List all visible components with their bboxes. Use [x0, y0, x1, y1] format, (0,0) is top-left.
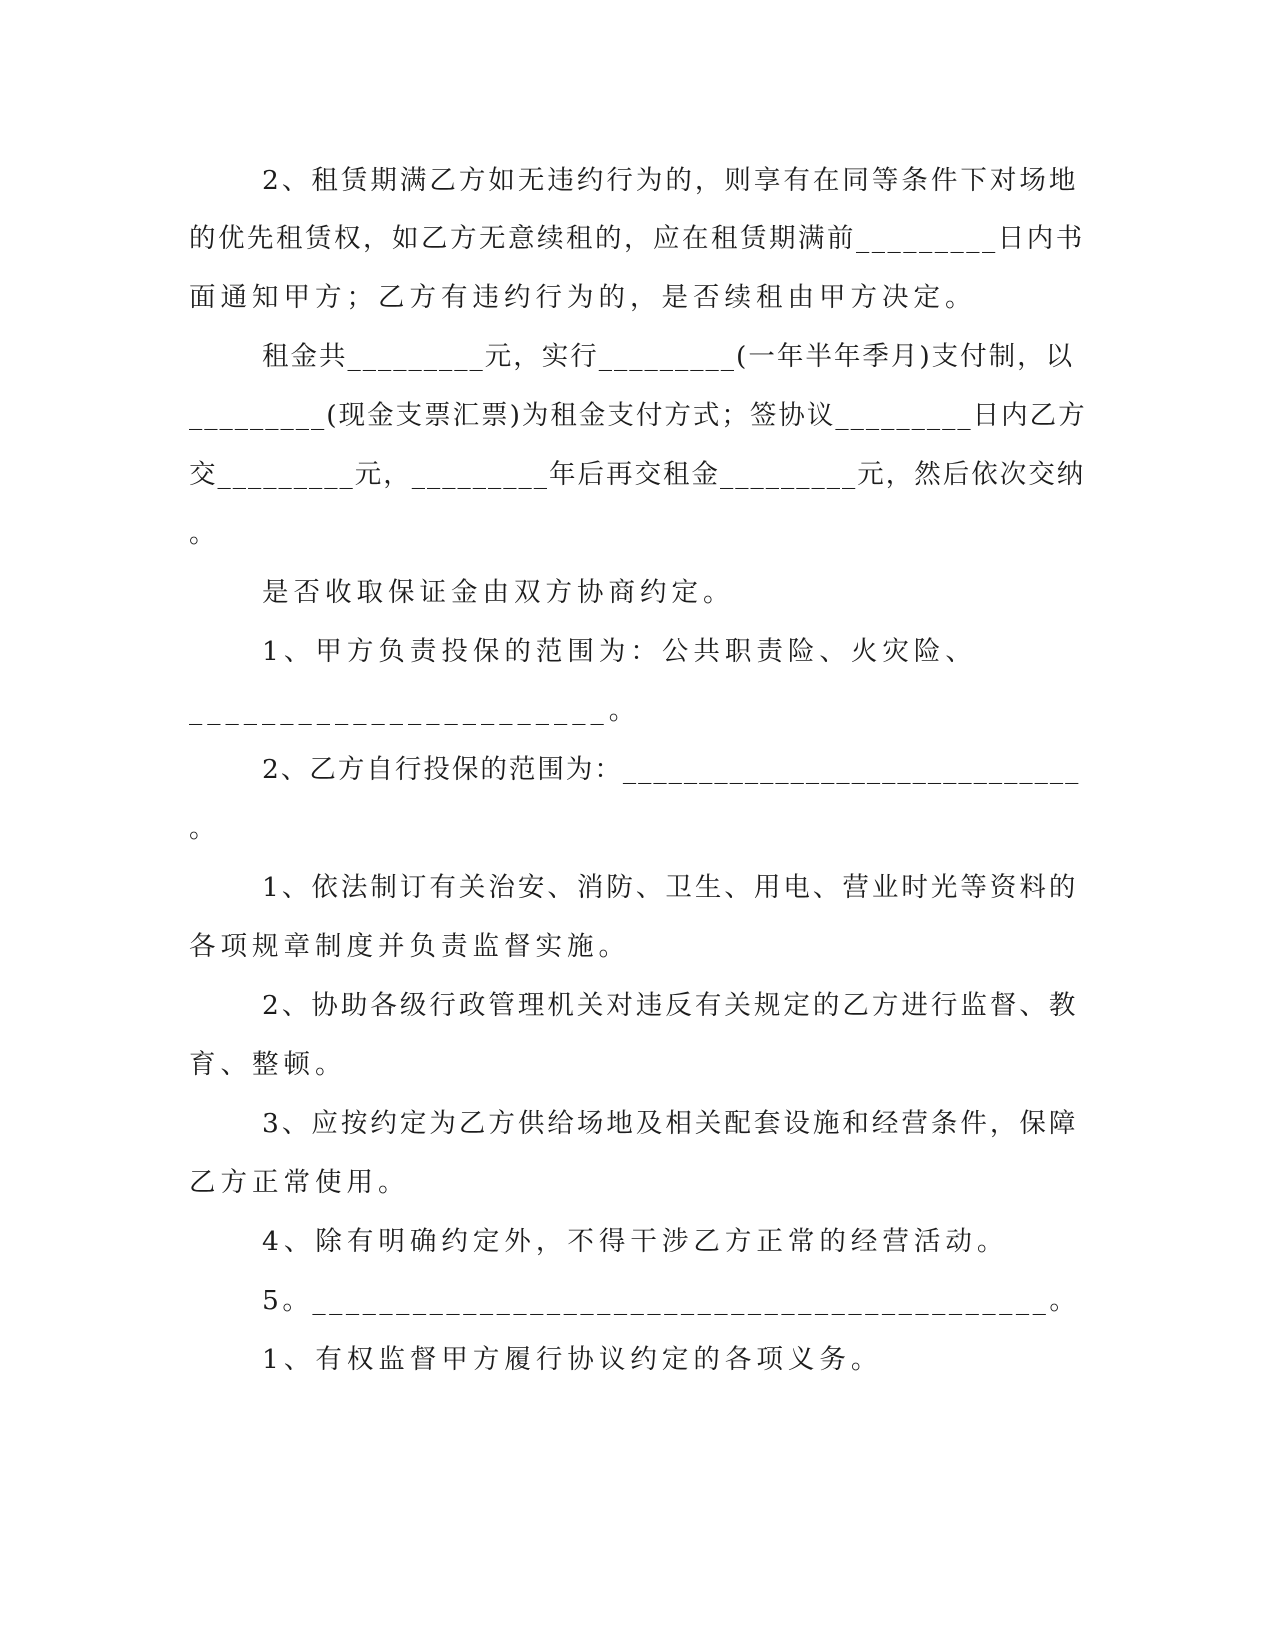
text-line: 5。____________________________________________。: [262, 1285, 1080, 1316]
text-line: 的优先租赁权，如乙方无意续租的，应在租赁期满前_________日内书: [189, 223, 1085, 254]
text-line: 2、租赁期满乙方如无违约行为的，则享有在同等条件下对场地: [262, 165, 1079, 196]
text-line: 乙方正常使用。: [189, 1167, 410, 1198]
text-line: 1、依法制订有关治安、消防、卫生、用电、营业时光等资料的: [262, 872, 1079, 903]
text-line: 1、甲方负责投保的范围为：公共职责险、火灾险、: [262, 636, 977, 667]
text-line: 育、整顿。: [189, 1049, 347, 1080]
text-line: _______________________。: [189, 695, 641, 726]
text-line: 交_________元，_________年后再交租金_________元，然后依次交纳: [189, 459, 1086, 490]
text-line: 是否收取保证金由双方协商约定。: [262, 577, 735, 608]
text-line: 2、协助各级行政管理机关对违反有关规定的乙方进行监督、教: [262, 990, 1079, 1021]
text-line: 4、除有明确约定外，不得干涉乙方正常的经营活动。: [262, 1226, 1009, 1257]
text-line: 面通知甲方；乙方有违约行为的，是否续租由甲方决定。: [189, 282, 977, 313]
text-line: 。: [189, 518, 221, 549]
text-line: _________(现金支票汇票)为租金支付方式；签协议_________日内乙方: [189, 400, 1087, 431]
text-line: 租金共_________元，实行_________(一年半年季月)支付制，以: [262, 341, 1075, 372]
text-line: 2、乙方自行投保的范围为：______________________________: [262, 754, 1081, 785]
text-line: 各项规章制度并负责监督实施。: [189, 931, 630, 962]
text-line: 3、应按约定为乙方供给场地及相关配套设施和经营条件，保障: [262, 1108, 1079, 1139]
text-line: 。: [189, 813, 221, 844]
text-line: 1、有权监督甲方履行协议约定的各项义务。: [262, 1344, 883, 1375]
